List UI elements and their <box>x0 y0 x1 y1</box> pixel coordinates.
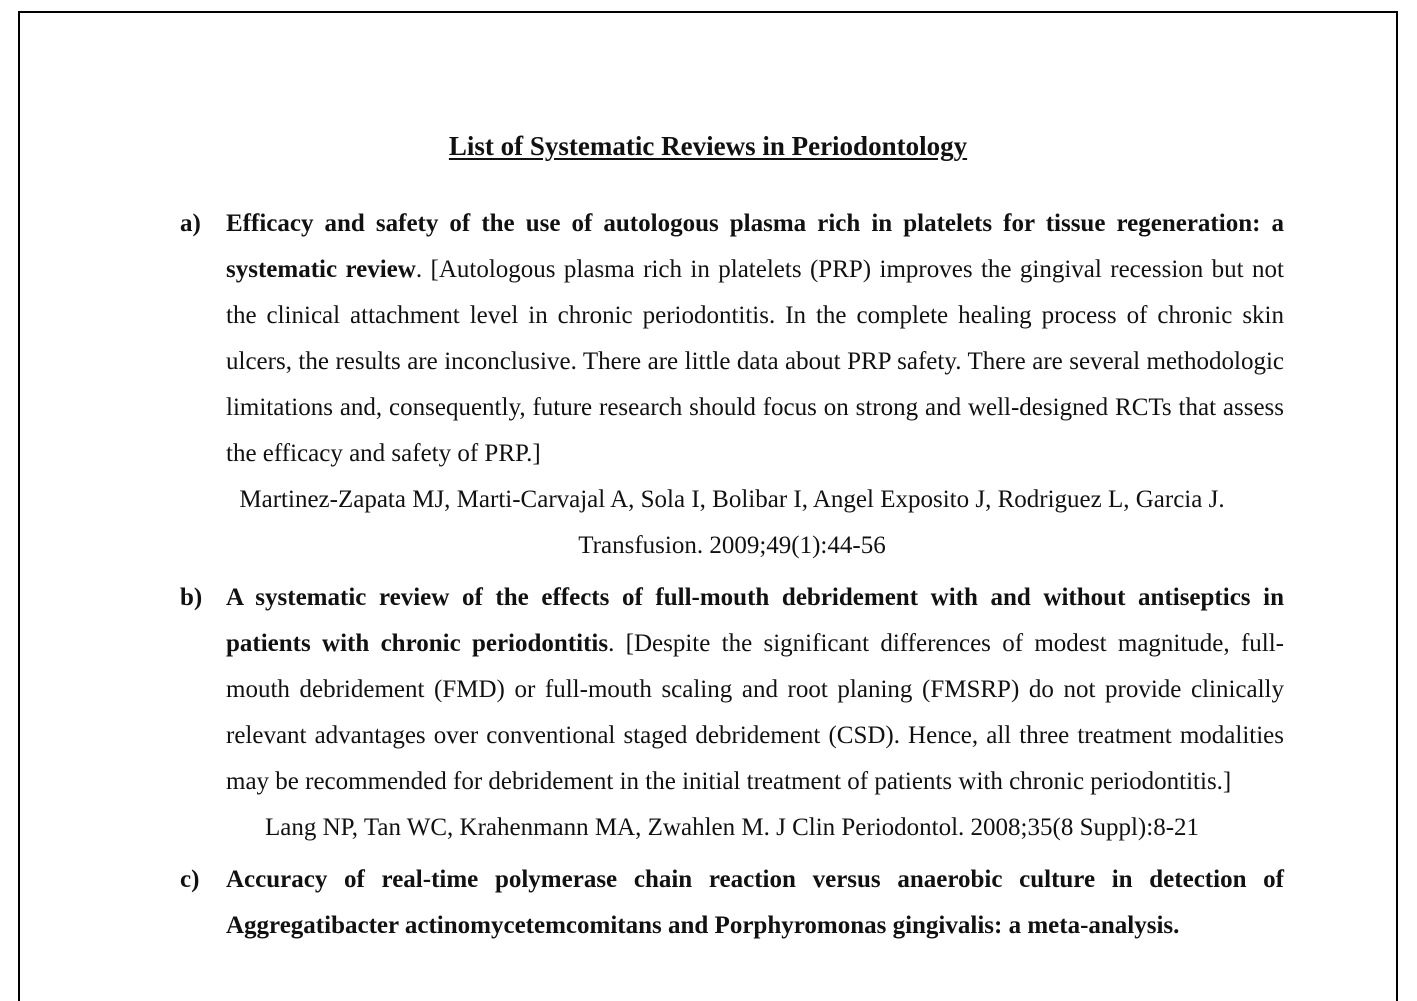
list-marker: c) <box>180 866 200 893</box>
review-item-b <box>180 575 1284 851</box>
review-title: Accuracy of real-time polymerase chain reaction versus anaerobic culture in detection of Aggregatibacter actinomycetemcomitans and Porphyromonas gingivalis: a meta-analysis. <box>226 866 1284 939</box>
review-entry <box>180 201 1284 477</box>
document-page <box>18 11 1398 1001</box>
review-citation: Lang NP, Tan WC, Krahenmann MA, Zwahlen M. J Clin Periodontol. 2008;35(8 Suppl):8-21 <box>264 814 1200 841</box>
list-marker: b) <box>180 584 203 611</box>
review-entry <box>180 575 1284 805</box>
review-item-a <box>180 201 1284 569</box>
review-title: Efficacy and safety of the use of autologous plasma rich in platelets for tissue regeneration: a systematic review <box>226 210 1284 283</box>
review-summary: . [Autologous plasma rich in platelets (PRP) improves the gingival recession but not the clinical attachment level in chronic periodontitis. In the complete healing process of chronic skin ulcers, the results are inconclusive. There are little data about PRP safety. There are several methodologic limitations and, consequently, future research should focus on strong and well-designed RCTs that assess the efficacy and safety of PRP.] <box>226 256 1284 467</box>
review-title: A systematic review of the effects of full-mouth debridement with and without antiseptics in patients with chronic periodontitis <box>226 584 1284 657</box>
review-summary: . [Despite the significant differences of modest magnitude, full-mouth debridement (FMD) or full-mouth scaling and root planing (FMSRP) do not provide clinically relevant advantages over conventional staged debridement (CSD). Hence, all three treatment modalities may be recommended for debridement in the initial treatment of patients with chronic periodontitis.] <box>226 630 1284 795</box>
review-entry <box>180 857 1284 949</box>
review-item-c <box>180 857 1284 949</box>
list-marker: a) <box>180 210 201 237</box>
review-citation: Martinez-Zapata MJ, Marti-Carvajal A, Sola I, Bolibar I, Angel Exposito J, Rodriguez L, Garcia J. Transfusion. 2009;49(1):44-56 <box>239 486 1225 559</box>
review-list <box>180 201 1284 949</box>
page-title: List of Systematic Reviews in Periodontology <box>448 131 968 161</box>
